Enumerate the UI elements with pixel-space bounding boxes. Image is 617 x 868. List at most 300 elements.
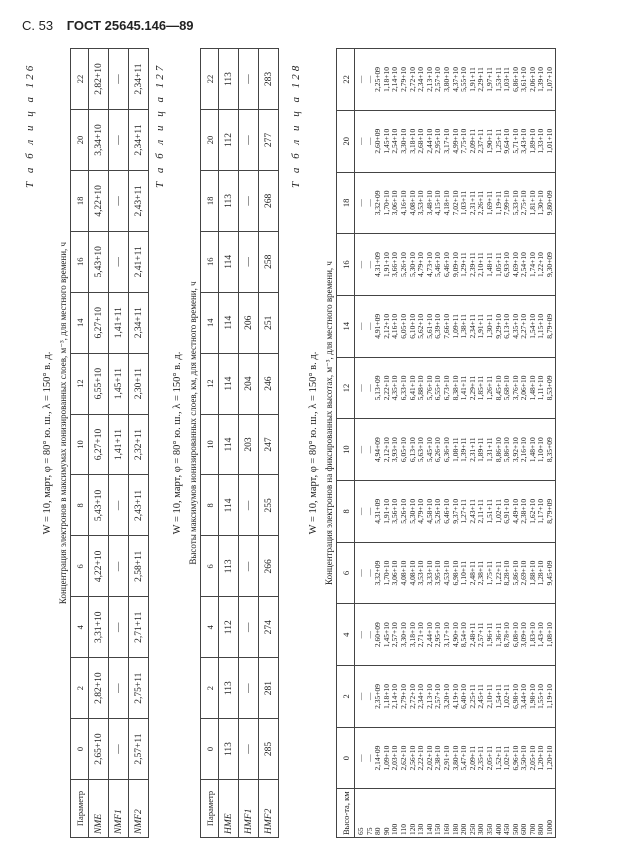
table-128-label: Т а б л и ц а 128 (290, 62, 302, 188)
cell-value: 1,18+10 (381, 67, 391, 92)
cell-value: 5,45+10 (424, 437, 434, 463)
value-column (355, 234, 556, 296)
cell-value: 1,09+11 (450, 313, 460, 339)
cell-value: 2,34+11 (467, 313, 477, 339)
time-header: 10 (71, 414, 89, 475)
cell-value: 9,29+10 (493, 313, 503, 339)
cell-value: 4,31+09 (373, 252, 383, 277)
height-value: 100 (390, 823, 400, 835)
cell-value: 3,48+10 (424, 190, 434, 216)
cell-value: 7,99+10 (502, 190, 512, 216)
cell-value: — (356, 75, 365, 84)
cell-value: 4,94+09 (373, 437, 383, 463)
cell-value: 2,57+10 (433, 683, 443, 709)
cell-value: 1,88+10 (527, 560, 537, 586)
cell-value: 277 (259, 110, 279, 171)
cell-value: 1,41+11 (459, 375, 469, 401)
cell-value: 114 (219, 292, 239, 353)
time-header: 4 (71, 597, 89, 658)
cell-value: 6,96+10 (510, 745, 520, 771)
time-header: 16 (71, 231, 89, 292)
cell-value: 5,62+10 (416, 313, 426, 339)
cell-value: 2,54+10 (519, 252, 529, 277)
cell-value: 5,76+10 (424, 375, 434, 401)
cell-value: 2,22+10 (381, 375, 391, 401)
cell-value: 2,43+11 (129, 170, 149, 231)
cell-value: 6,13+10 (502, 313, 512, 339)
cell-value: 1,30+10 (536, 190, 546, 216)
cell-value: 6,46+10 (441, 498, 451, 524)
cell-value: 2,75+11 (129, 658, 149, 719)
cell-value: 1,38+11 (459, 313, 469, 339)
cell-value: 2,12+10 (381, 313, 391, 339)
cell-value: 4,99+10 (450, 128, 460, 154)
cell-value: — (239, 49, 259, 110)
cell-value: 112 (219, 597, 239, 658)
cell-value: 1,74+10 (527, 252, 537, 277)
cell-value: 5,61+10 (424, 313, 434, 339)
cell-value: 8,54+10 (459, 622, 469, 648)
cell-value: 2,71+10 (416, 622, 426, 648)
cell-value: 2,57+10 (390, 622, 400, 648)
height-value: 250 (467, 823, 477, 835)
height-column (355, 789, 556, 838)
cell-value: 2,72+10 (407, 67, 417, 92)
cell-value: 2,38+11 (476, 560, 486, 586)
height-value: 700 (527, 823, 537, 835)
time-header: 0 (201, 719, 219, 780)
cell-value: 2,57+11 (476, 622, 486, 647)
cell-value: 5,68+10 (502, 375, 512, 401)
cell-value: 8,79+09 (545, 313, 555, 339)
time-header: 6 (71, 536, 89, 597)
cell-value: — (364, 630, 374, 639)
cell-value: 3,53+10 (416, 560, 426, 586)
cell-value: 6,33+10 (398, 375, 408, 401)
cell-value: 266 (259, 536, 279, 597)
cell-value: 9,45+09 (545, 560, 555, 586)
cell-value: 3,18+10 (407, 622, 417, 648)
cell-value: 2,14+09 (373, 745, 383, 771)
time-header: 12 (337, 357, 355, 419)
cell-value: 8,79+09 (545, 498, 555, 524)
cell-value: 1,31+11 (484, 437, 494, 462)
height-value: 75 (364, 827, 374, 835)
time-header: 18 (337, 172, 355, 234)
table-body-row (355, 49, 556, 838)
cell-value: — (364, 569, 374, 577)
cell-value: 2,06+10 (527, 67, 537, 92)
cell-value: — (364, 692, 374, 701)
cell-value: 9,30+09 (545, 252, 555, 277)
cell-value: 2,79+10 (398, 67, 408, 92)
cell-value: 5,26+10 (433, 498, 443, 524)
cell-value: — (356, 754, 365, 762)
cell-value: 3,09+10 (519, 622, 529, 648)
cell-value: 4,73+10 (424, 252, 434, 277)
cell-value: 1,85+11 (476, 375, 486, 401)
cell-value: 3,80+10 (441, 67, 451, 92)
value-column (355, 666, 556, 728)
cell-value: 3,17+10 (441, 622, 451, 648)
time-header: 8 (337, 480, 355, 542)
time-header: 16 (337, 234, 355, 296)
height-value: 90 (381, 827, 391, 835)
cell-value: 113 (219, 536, 239, 597)
cell-value: 2,29+11 (467, 375, 477, 401)
cell-value: — (356, 692, 365, 701)
cell-value: 1,08+10 (545, 622, 555, 648)
height-value: 150 (433, 823, 443, 835)
cell-value: 4,22+10 (89, 536, 109, 597)
cell-value: 4,35+10 (390, 375, 400, 401)
table-128-subtitle: Концентрация электронов на фиксированных высотах, м⁻³, для местного времени, ч (324, 261, 334, 585)
cell-value: 1,39+10 (536, 67, 546, 92)
cell-value: 2,34+11 (129, 49, 149, 110)
cell-value: 2,27+10 (519, 313, 529, 339)
cell-value: 113 (219, 658, 239, 719)
cell-value: 5,33+10 (510, 190, 520, 216)
cell-value: 258 (259, 231, 279, 292)
cell-value: 1,36+11 (493, 622, 503, 647)
cell-value: 2,35+11 (476, 745, 486, 771)
param-name: HMF1 (239, 780, 259, 838)
cell-value: — (109, 658, 129, 719)
cell-value: 4,58+10 (424, 498, 434, 524)
cell-value: 2,31+11 (467, 190, 477, 216)
cell-value: 274 (259, 597, 279, 658)
cell-value: 1,09+10 (381, 745, 391, 771)
time-header: 0 (337, 727, 355, 789)
cell-value: 2,44+10 (424, 622, 434, 648)
height-value: 450 (502, 823, 512, 835)
cell-value: 1,26+11 (484, 375, 494, 401)
cell-value: — (356, 384, 365, 392)
cell-value: 283 (259, 49, 279, 110)
cell-value: 1,20+10 (536, 745, 546, 771)
cell-value: 2,60+09 (373, 128, 383, 154)
param-header: Параметр (71, 780, 89, 838)
cell-value: 5,46+10 (433, 252, 443, 277)
time-header: 2 (337, 666, 355, 728)
cell-value: 114 (219, 353, 239, 414)
cell-value: 114 (219, 231, 239, 292)
cell-value: 2,34+11 (129, 110, 149, 171)
cell-value: 2,25+11 (467, 684, 477, 709)
cell-value: 6,40+10 (459, 683, 469, 709)
cell-value: 2,95+10 (433, 622, 443, 648)
cell-value: — (364, 322, 374, 330)
time-header: 14 (201, 292, 219, 353)
cell-value: 3,30+10 (398, 128, 408, 154)
cell-value: 8,38+10 (450, 375, 460, 401)
cell-value: 3,92+10 (510, 437, 520, 463)
cell-value: 6,41+10 (407, 375, 417, 401)
cell-value: 8,53+09 (545, 375, 555, 401)
param-name: NMF2 (129, 780, 149, 838)
cell-value: 1,70+10 (381, 190, 391, 216)
cell-value: 5,47+10 (459, 745, 469, 771)
table-row (129, 49, 149, 838)
cell-value: 5,13+09 (373, 375, 383, 401)
cell-value: 3,95+10 (433, 560, 443, 586)
cell-value: 1,54+10 (527, 313, 537, 339)
cell-value: — (239, 597, 259, 658)
cell-value: 6,27+10 (89, 292, 109, 353)
cell-value: 6,86+10 (510, 67, 520, 92)
cell-value: 2,41+11 (129, 231, 149, 292)
cell-value: — (109, 170, 129, 231)
cell-value: 1,45+10 (381, 128, 391, 154)
cell-value: — (364, 75, 374, 84)
table-row (259, 49, 279, 838)
cell-value: — (109, 49, 129, 110)
cell-value: — (356, 630, 365, 639)
height-value: 140 (424, 823, 434, 835)
time-header: 16 (201, 231, 219, 292)
table-126-subtitle: Концентрация электронов в максимумах ионизированных слоев, м⁻³, для местного времени, ч (58, 241, 68, 605)
cell-value: 206 (239, 292, 259, 353)
value-column (355, 419, 556, 481)
cell-value: 1,07+10 (545, 67, 555, 92)
cell-value: — (239, 658, 259, 719)
cell-value: 3,32+09 (373, 560, 383, 586)
cell-value: 8,78+10 (502, 622, 512, 648)
cell-value: 3,61+10 (519, 67, 529, 92)
cell-value: 1,02+11 (502, 684, 512, 709)
standard-number: ГОСТ 25645.146—89 (66, 18, 194, 33)
cell-value: 1,33+10 (536, 128, 546, 154)
value-column (355, 110, 556, 172)
time-header: 20 (71, 110, 89, 171)
cell-value: 3,31+10 (89, 597, 109, 658)
cell-value: — (356, 507, 365, 516)
cell-value: 2,30+11 (129, 353, 149, 414)
cell-value: 1,48+10 (527, 437, 537, 463)
cell-value: 2,72+10 (407, 683, 417, 709)
value-column (355, 357, 556, 419)
cell-value: 7,02+10 (450, 190, 460, 216)
cell-value: 6,26+10 (433, 437, 443, 463)
cell-value: 2,38+10 (433, 745, 443, 771)
cell-value: 9,09+10 (450, 252, 460, 277)
cell-value: 114 (219, 414, 239, 475)
cell-value: 1,69+11 (484, 190, 494, 216)
cell-value: 1,11+10 (536, 375, 546, 401)
header-row (337, 49, 355, 838)
cell-value: 203 (239, 414, 259, 475)
cell-value: 1,89+11 (476, 437, 486, 462)
time-header: 6 (201, 536, 219, 597)
cell-value: — (356, 260, 365, 269)
cell-value: — (356, 199, 365, 207)
cell-value: 3,93+10 (390, 437, 400, 463)
cell-value: 114 (219, 475, 239, 536)
cell-value: — (364, 260, 374, 269)
cell-value: 1,90+11 (484, 128, 494, 154)
cell-value: 2,11+11 (476, 499, 486, 524)
value-column (355, 295, 556, 357)
cell-value: 113 (219, 719, 239, 780)
cell-value: 113 (219, 49, 239, 110)
cell-value: 255 (259, 475, 279, 536)
cell-value: 4,35+10 (510, 313, 520, 339)
value-column (355, 480, 556, 542)
time-header: 18 (201, 170, 219, 231)
cell-value: 5,43+10 (89, 231, 109, 292)
cell-value: 2,14+10 (390, 683, 400, 709)
cell-value: — (356, 569, 365, 577)
cell-value: 6,10+10 (407, 313, 417, 339)
table-row (219, 49, 239, 838)
height-value: 500 (510, 823, 520, 835)
cell-value: 4,15+10 (433, 190, 443, 216)
cell-value: 1,96+11 (484, 622, 494, 647)
cell-value: 1,08+11 (450, 437, 460, 462)
cell-value: 2,39+11 (467, 252, 477, 277)
time-header: 0 (71, 719, 89, 780)
cell-value: — (239, 231, 259, 292)
cell-value: 3,43+10 (519, 128, 529, 154)
cell-value: 1,52+11 (493, 745, 503, 771)
height-value: 160 (441, 823, 451, 835)
cell-value: 2,95+10 (433, 128, 443, 154)
cell-value: 1,48+10 (527, 375, 537, 401)
cell-value: 4,79+10 (416, 498, 426, 524)
cell-value: — (239, 110, 259, 171)
cell-value: 2,57+10 (433, 67, 443, 92)
cell-value: 2,06+10 (519, 375, 529, 401)
cell-value: 2,10+11 (484, 684, 494, 709)
cell-value: 6,91+10 (502, 498, 512, 524)
cell-value: 2,60+09 (373, 622, 383, 648)
cell-value: 2,12+10 (381, 437, 391, 463)
cell-value: 6,98+10 (510, 683, 520, 709)
cell-value: 113 (219, 170, 239, 231)
cell-value: 112 (219, 110, 239, 171)
cell-value: 6,73+10 (441, 375, 451, 401)
cell-value: — (109, 536, 129, 597)
height-value: 110 (398, 824, 408, 835)
cell-value: 281 (259, 658, 279, 719)
cell-value: 2,26+11 (476, 190, 486, 216)
value-column (355, 49, 556, 111)
cell-value: 5,26+10 (398, 252, 408, 277)
height-value: 120 (407, 823, 417, 835)
cell-value: 1,98+10 (527, 683, 537, 709)
cell-value: 1,25+11 (493, 128, 503, 154)
cell-value: 6,08+10 (510, 622, 520, 648)
time-header: 10 (201, 414, 219, 475)
cell-value: 1,91+10 (381, 252, 391, 277)
table-127 (200, 48, 279, 838)
cell-value: — (239, 719, 259, 780)
cell-value: 3,80+10 (450, 745, 460, 771)
cell-value: 4,37+10 (450, 67, 460, 92)
height-value: 400 (493, 823, 503, 835)
cell-value: 1,41+11 (109, 292, 129, 353)
cell-value: 251 (259, 292, 279, 353)
height-value: 80 (373, 827, 383, 835)
cell-value: 4,91+09 (373, 313, 383, 339)
cell-value: 3,18+10 (407, 128, 417, 154)
cell-value: 3,76+10 (510, 375, 520, 401)
page-number: С. 53 (22, 18, 54, 33)
cell-value: — (364, 754, 374, 762)
table-128-title: W = 10, март, φ = 80° ю. ш., λ = 150° в. д. (308, 351, 319, 535)
cell-value: 2,56+10 (407, 745, 417, 771)
cell-value: 4,90+10 (450, 622, 460, 648)
cell-value: 1,51+11 (484, 499, 494, 524)
cell-value: 1,83+10 (527, 622, 537, 648)
cell-value: 2,43+11 (129, 475, 149, 536)
param-name: NMF1 (109, 780, 129, 838)
time-header: 4 (201, 597, 219, 658)
cell-value: 285 (259, 719, 279, 780)
cell-value: 2,58+11 (129, 536, 149, 597)
table-row (239, 49, 259, 838)
cell-value: 3,06+10 (390, 190, 400, 216)
cell-value: 6,46+10 (441, 252, 451, 277)
cell-value: 2,05+11 (484, 745, 494, 771)
height-value: 65 (356, 827, 365, 835)
value-column (355, 542, 556, 604)
cell-value: 2,09+11 (467, 128, 477, 154)
cell-value: 5,43+10 (89, 475, 109, 536)
cell-value: 3,17+10 (441, 128, 451, 154)
height-value: 600 (519, 823, 529, 835)
cell-value: 1,55+10 (536, 683, 546, 709)
time-header: 10 (337, 419, 355, 481)
cell-value: 6,13+10 (407, 437, 417, 463)
time-header: 4 (337, 604, 355, 666)
cell-value: — (239, 536, 259, 597)
time-header: 22 (337, 49, 355, 111)
cell-value: 1,10+11 (459, 560, 469, 586)
cell-value: 3,66+10 (390, 252, 400, 277)
time-header: 14 (337, 295, 355, 357)
table-row (109, 49, 129, 838)
cell-value: 2,54+10 (390, 128, 400, 154)
cell-value: 4,16+10 (390, 313, 400, 339)
cell-value: 2,43+11 (467, 499, 477, 524)
cell-value: — (109, 475, 129, 536)
time-header: 8 (201, 475, 219, 536)
cell-value: 5,26+10 (398, 498, 408, 524)
cell-value: 3,56+10 (390, 498, 400, 524)
cell-value: 6,55+10 (433, 375, 443, 401)
cell-value: 2,82+10 (89, 658, 109, 719)
cell-value: 1,81+10 (527, 190, 537, 216)
cell-value: 1,97+11 (484, 67, 494, 92)
cell-value: 3,30+10 (398, 622, 408, 648)
cell-value: 1,29+11 (459, 252, 469, 277)
cell-value: 9,80+09 (545, 190, 555, 216)
cell-value: 3,44+10 (519, 683, 529, 709)
table-126 (70, 48, 149, 838)
param-name: HME (219, 780, 239, 838)
time-header: 6 (337, 542, 355, 604)
cell-value: 1,01+10 (545, 128, 555, 154)
value-column (355, 727, 556, 789)
cell-value: — (364, 507, 374, 516)
height-value: 1000 (545, 820, 555, 835)
height-value: 350 (484, 823, 494, 835)
cell-value: 9,37+10 (450, 498, 460, 524)
rotated-tables (22, 48, 607, 838)
cell-value: 1,02+11 (493, 499, 503, 524)
cell-value: 2,14+10 (390, 67, 400, 92)
